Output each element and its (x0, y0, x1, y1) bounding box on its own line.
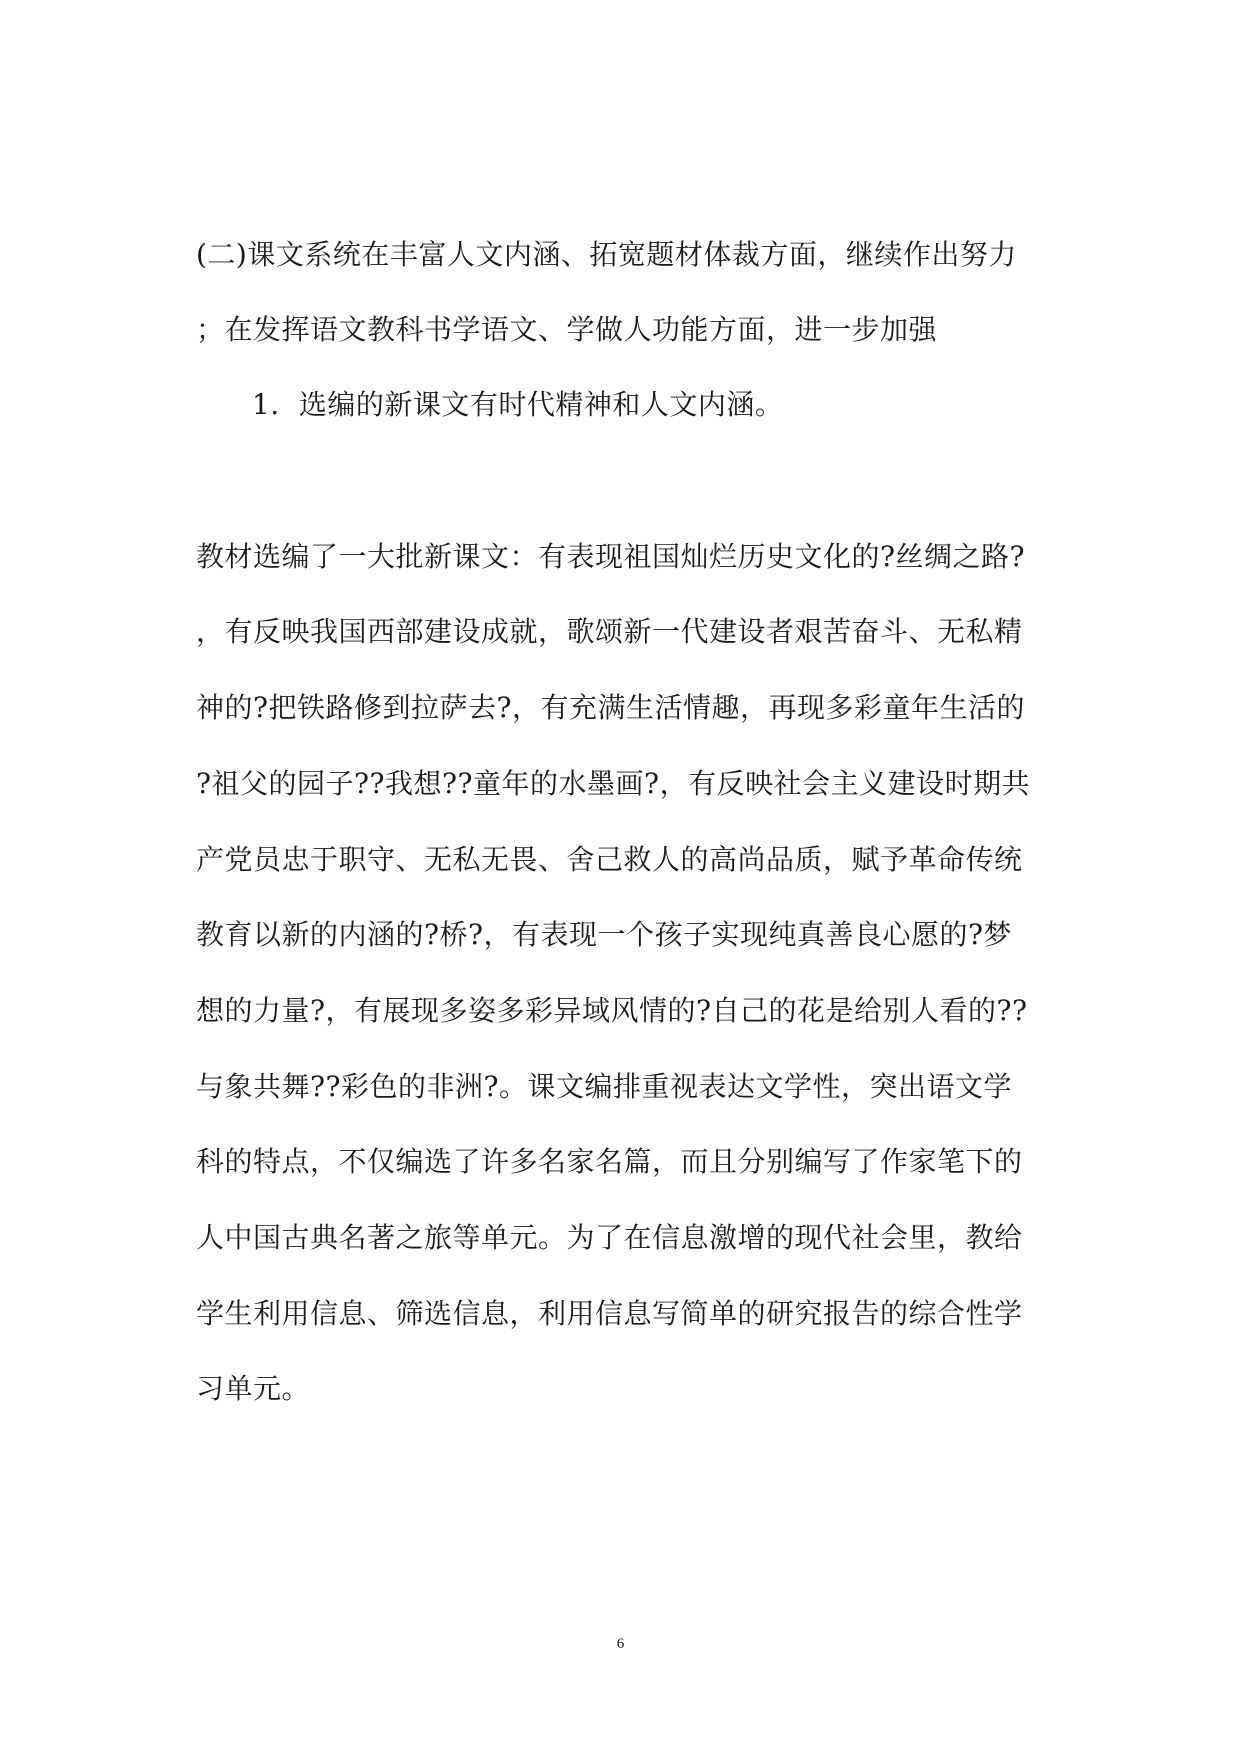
section-heading-line-2: ；在发挥语文教科书学语文、学做人功能方面，进一步加强 (196, 313, 938, 346)
paragraph-line: 人中国古典名著之旅等单元。为了在信息激增的现代社会里，教给 (196, 1221, 1023, 1254)
paragraph-line: 与象共舞??彩色的非洲?。课文编排重视表达文学性，突出语文学 (196, 1070, 1013, 1103)
paragraph-line: 教材选编了一大批新课文：有表现祖国灿烂历史文化的?丝绸之路? (196, 540, 1026, 573)
paragraph-line: 习单元。 (196, 1372, 311, 1405)
section-heading-line-1: (二)课文系统在丰富人文内涵、拓宽题材体裁方面，继续作出努力 (196, 238, 1017, 271)
paragraph-line: 学生利用信息、筛选信息，利用信息写简单的研究报告的综合性学 (196, 1297, 1023, 1330)
sub-heading: 1．选编的新课文有时代精神和人文内涵。 (252, 388, 784, 421)
paragraph-line: ，有反映我国西部建设成就，歌颂新一代建设者艰苦奋斗、无私精 (196, 615, 1023, 648)
paragraph-line: 想的力量?，有展现多姿多彩异域风情的?自己的花是给别人看的?? (196, 994, 1028, 1027)
paragraph-line: 科的特点，不仅编选了许多名家名篇，而且分别编写了作家笔下的 (196, 1145, 1023, 1178)
paragraph-line: ?祖父的园子??我想??童年的水墨画?，有反映社会主义建设时期共 (196, 767, 1031, 800)
page-number: 6 (616, 1636, 625, 1652)
paragraph-line: 产党员忠于职守、无私无畏、舍己救人的高尚品质，赋予革命传统 (196, 843, 1023, 876)
paragraph-line: 教育以新的内涵的?桥?，有表现一个孩子实现纯真善良心愿的?梦 (196, 918, 1013, 951)
paragraph-line: 神的?把铁路修到拉萨去?，有充满生活情趣，再现多彩童年生活的 (196, 691, 1026, 724)
